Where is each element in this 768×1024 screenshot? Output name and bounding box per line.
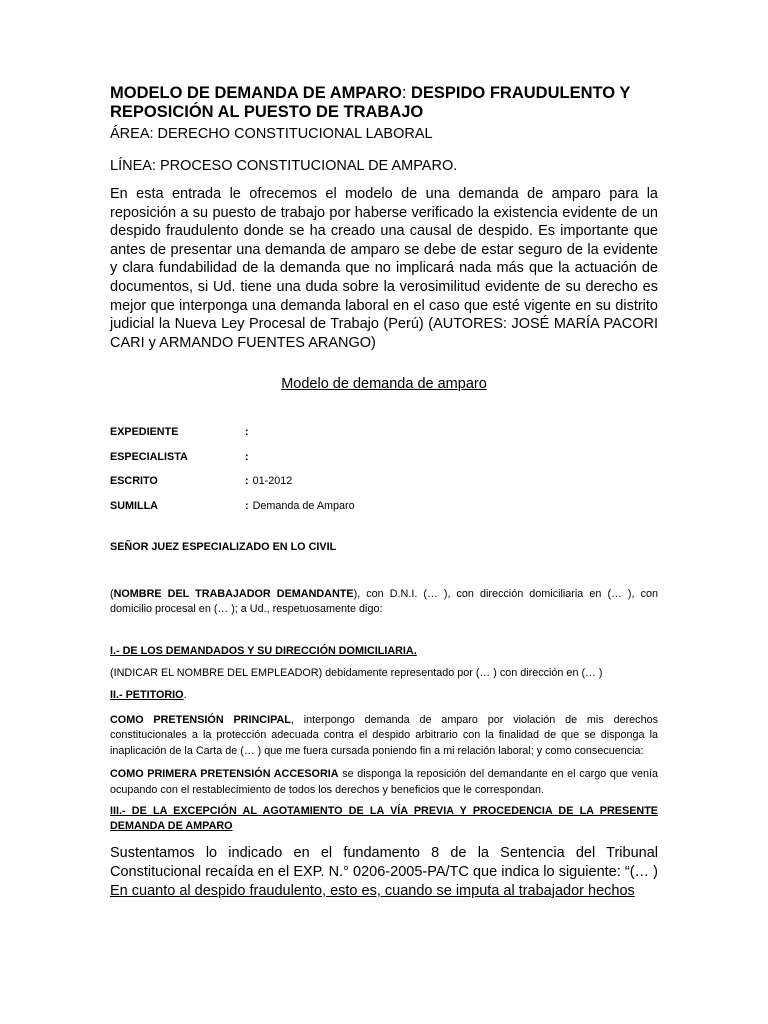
document-title [110, 84, 658, 122]
underlined-quote: En cuanto al despido fraudulento, esto es, cuando se imputa al trabajador hechos [110, 882, 635, 899]
field-separator: : [245, 426, 249, 439]
field-escrito [110, 475, 658, 500]
title-part-2: DESPIDO FRAUDULENTO Y REPOSICIÓN AL PUESTO DE TRABAJO [110, 84, 631, 121]
field-value: 01-2012 [252, 475, 293, 488]
field-expediente [110, 426, 658, 451]
section-3-heading: III.- DE LA EXCEPCIÓN AL AGOTAMIENTO DE LA VÍA PREVIA Y PROCEDENCIA DE LA PRESENTE DEMANDA DE AMPARO [110, 805, 658, 833]
pretension-principal-label: COMO PRETENSIÓN PRINCIPAL [110, 713, 291, 726]
pretension-accesoria: COMO PRIMERA PRETENSIÓN ACCESORIA se disponga la reposición del demandante en el cargo que venía ocupando con el restablecimiento de todos los derechos y beneficios que le correspondan. [110, 768, 658, 796]
pretension-principal: COMO PRETENSIÓN PRINCIPAL, interpongo demanda de amparo por violación de mis derechos constitucionales a la protección adecuada contra el despido arbitrario con la finalidad de que se disponga la inaplicación de la Carta de (… ) que me fuera cursada poniendo fin a mi relación laboral; y como consecuencia: [110, 713, 658, 757]
plaintiff-paragraph: (NOMBRE DEL TRABAJADOR DEMANDANTE), con D.N.I. (… ), con dirección domiciliaria en (… ), con domicilio procesal en (… ); a Ud., respetuosamente digo: [110, 587, 658, 616]
field-sumilla [110, 500, 658, 525]
intro-paragraph: En esta entrada le ofrecemos el modelo de una demanda de amparo para la reposición a su puesto de trabajo por haberse verificado la existencia evidente de un despido fraudulento donde se ha creado una causal de despido. Es importante que antes de presentar una demanda de amparo se debe de estar seguro de la evidente y clara fundabilidad de la demanda que no implicará nada más que la actuación de documentos, si Ud. tiene una duda sobre la verosimilitud evidente de su derecho es mejor que interponga una demanda laboral en el caso que esté vigente en su distrito judicial la Nueva Ley Procesal de Trabajo (Perú) (AUTORES: JOSÉ MARÍA PACORI CARI y ARMANDO FUENTES ARANGO) [110, 186, 658, 351]
title-part-1: MODELO DE DEMANDA DE AMPARO [110, 84, 402, 102]
field-label: EXPEDIENTE [110, 426, 179, 439]
plaintiff-name: NOMBRE DEL TRABAJADOR DEMANDANTE [113, 587, 354, 600]
field-label: SUMILLA [110, 499, 158, 512]
field-separator: : 01-2012 [245, 475, 293, 488]
field-label: ESPECIALISTA [110, 450, 188, 463]
field-separator: : [245, 450, 249, 463]
section-3-text: Sustentamos lo indicado en el fundamento 8 de la Sentencia del Tribunal Constitucional recaída en el EXP. N.° 0206-2005-PA/TC que indica lo siguiente: “(… ) En cuanto al despido fraudulento, esto es, cuando se imputa al trabajador hechos [110, 845, 658, 899]
area-line: ÁREA: DERECHO CONSTITUCIONAL LABORAL [110, 126, 433, 142]
pretension-accesoria-label: COMO PRIMERA PRETENSIÓN ACCESORIA [110, 768, 339, 781]
document-content [110, 84, 658, 901]
field-label: ESCRITO [110, 475, 158, 488]
title-separator: : [401, 84, 411, 102]
section-2-heading: II.- PETITORIO. [110, 689, 187, 702]
linea-line: LÍNEA: PROCESO CONSTITUCIONAL DE AMPARO. [110, 158, 458, 174]
section-1-text: (INDICAR EL NOMBRE DEL EMPLEADOR) debidamente representado por (… ) con dirección en (… ) [110, 666, 603, 679]
field-especialista [110, 451, 658, 476]
case-fields [110, 426, 658, 524]
model-title: Modelo de demanda de amparo [281, 376, 487, 393]
field-value: Demanda de Amparo [252, 499, 355, 512]
section-1-heading: I.- DE LOS DEMANDADOS Y SU DIRECCIÓN DOMICILIARIA. [110, 644, 417, 657]
addressee: SEÑOR JUEZ ESPECIALIZADO EN LO CIVIL [110, 541, 337, 554]
field-separator: : Demanda de Amparo [245, 499, 355, 512]
